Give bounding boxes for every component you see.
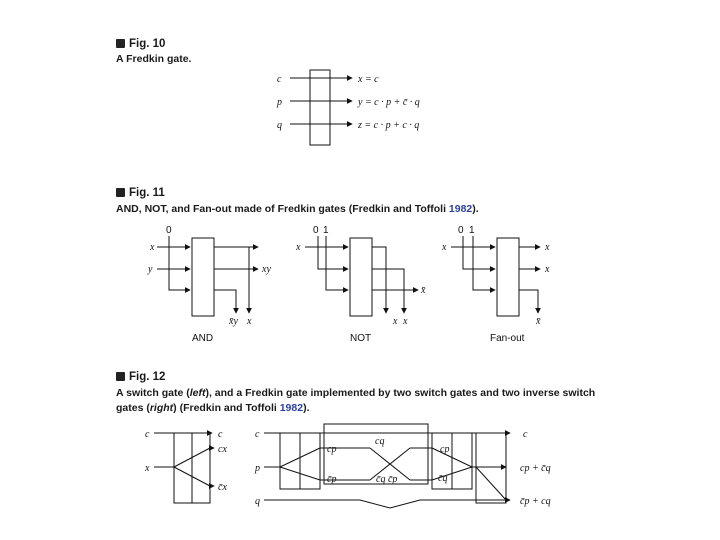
switch-input-c: c [145,429,150,440]
fanout-label: Fan-out [490,333,525,344]
switch-output-cx: cx [218,444,227,455]
fanout-output-xbar: x̄ [536,316,541,327]
fanout-output-x1: x [545,242,550,253]
fanout-const-0: 0 [458,225,464,236]
and-gate-box [192,238,214,316]
switch-output-cbarx: c̄x [218,482,227,493]
fig10-fredkin-gate [276,70,420,145]
fanout-wire-1 [473,236,495,290]
not-garbage-label-2: x [403,316,408,327]
label-cbarq-cbarp: c̄q c̄p [376,474,398,485]
and-input-x: x [150,242,155,253]
input-q-label: q [277,120,282,131]
fig10-caption: A Fredkin gate. [116,53,192,65]
composite-output-c: c [523,429,528,440]
input-p-label: p [277,97,282,108]
label-cp-1: cp [327,444,337,455]
not-const-0: 0 [313,225,319,236]
and-garbage-label-2: x [247,316,252,327]
fanout-output-x2: x [545,264,550,275]
composite-output-z: c̄p + cq [520,496,551,507]
fredkin-gate-box [310,70,330,145]
composite-output-y: cp + c̄q [520,463,551,474]
fig12-number: Fig. 12 [129,371,166,383]
output-stage-box [476,433,506,503]
and-input-y: y [148,264,153,275]
fanout-gate-box [497,238,519,316]
not-label: NOT [350,333,372,344]
not-garbage-wire-1 [372,247,386,313]
composite-input-q: q [255,496,260,507]
fig12-caption: A switch gate (left), and a Fredkin gate implemented by two switch gates and two inverse switch gates (right) (Fredkin and Toffoli 1982). [116,387,596,414]
not-gate-box [350,238,372,316]
fanout-input-x: x [442,242,447,253]
fanout-out-xbar-wire [519,290,538,313]
out-stage-diag [476,467,506,500]
fig11-caption: AND, NOT, and Fan-out made of Fredkin gates (Fredkin and Toffoli 1982). [116,203,479,215]
not-garbage-label-1: x [393,316,398,327]
fig11-fanout-gate [441,225,550,344]
fanout-wire-0 [463,236,495,269]
fig11-number: Fig. 11 [129,187,165,199]
composite-input-c: c [255,429,260,440]
q-crossover-line [320,500,500,508]
label-cp-2: cp [440,444,450,455]
and-const-0: 0 [166,225,172,236]
output-x-label: x = c [358,74,379,85]
and-garbage-label-1: x̄y [229,316,238,327]
not-input-x: x [296,242,301,253]
label-cbarp: c̄p [327,474,337,485]
composite-input-p: p [255,463,260,474]
fig11-and-gate [147,225,271,344]
switch-output-c: c [218,429,223,440]
and-const-wire [169,236,190,290]
not-wire-0 [318,236,348,269]
fig12-citation-link[interactable]: 1982 [279,402,304,414]
label-cbarq: c̄q [438,473,448,484]
fig11-citation-link[interactable]: 1982 [448,203,473,215]
switch-input-x: x [145,463,150,474]
and-label: AND [192,333,214,344]
and-output-xy: xy [262,264,271,275]
and-garbage-wire-1 [214,290,236,313]
output-z-label: z = c · p + c · q [358,120,420,131]
not-wire-1 [326,236,348,290]
input-c-label: c [277,74,282,85]
not-const-1: 1 [323,225,329,236]
fig11-not-gate [295,225,426,344]
fig12-fredkin-composite [254,424,551,508]
output-y-label: y = c · p + c̄ · q [358,97,420,108]
not-garbage-wire-2 [372,269,404,313]
fanout-const-1: 1 [469,225,475,236]
label-cq: cq [375,436,385,447]
fig12-switch-gate [144,429,227,503]
not-output-xbar: x̄ [421,285,426,296]
fig10-number: Fig. 10 [129,38,166,50]
